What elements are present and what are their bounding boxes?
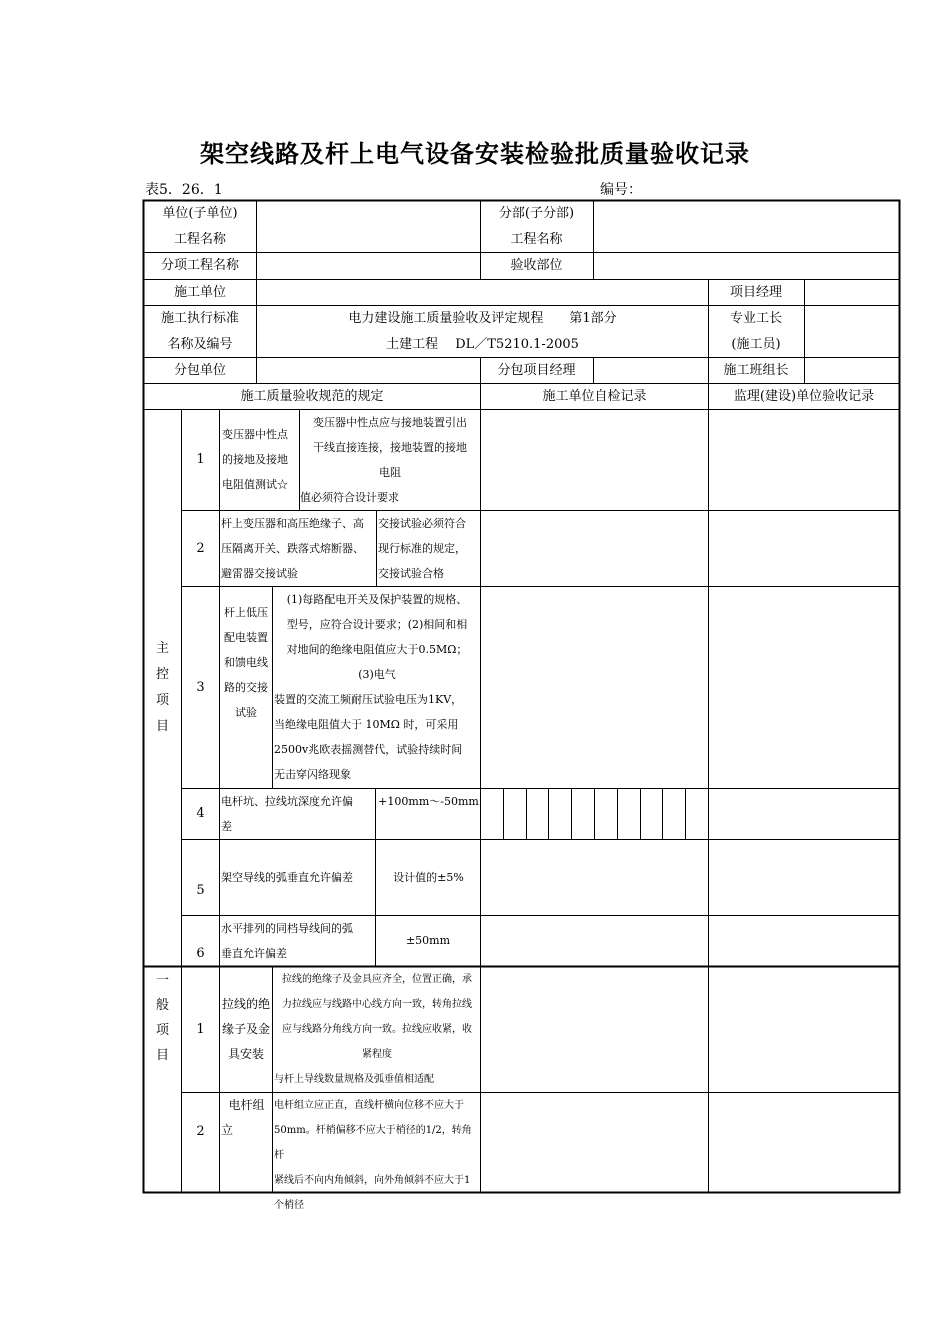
general-row-2-requirement-line: 个梢径 [274,1200,304,1211]
main-row-2-requirement-line: 交接试验必须符合 [378,517,466,530]
general-row-1-requirement-line: 应与线路分角线方向一致。拉线应收紧，收 [282,1024,472,1035]
subdivision-label-line2: 工程名称 [510,231,563,247]
main-row-1-requirement-line: 电阻 [379,466,401,479]
main-row-4-name-line: 电杆坑、拉线坑深度允许偏 [221,795,353,808]
main-row-6-name [221,916,376,966]
foreman-label-line1: 专业工长 [729,310,782,326]
main-row-6-name-line: 垂直允许偏差 [221,947,287,960]
main-row-2-requirement [378,511,480,586]
main-row-1-requirement [300,410,480,510]
main-items-label-char: 控 [155,667,169,682]
general-items-label-char: 一 [155,973,169,988]
main-row-3-requirement-line: (1)每路配电开关及保护装置的规格、 [286,593,468,606]
general-row-1-requirement-line: 拉线的绝缘子及金具应齐全，位置正确，承 [282,974,472,985]
foreman-label-line2: (施工员) [731,336,781,352]
team-leader-label: 施工班组长 [723,362,789,378]
general-row-2-requirement-line: 50mm。杆梢偏移不应大于梢径的1/2，转角杆 [274,1125,472,1161]
subdivision-label [480,201,593,252]
main-row-3-requirement-line: 对地间的绝缘电阻值应大于0.5MΩ； [286,643,468,656]
main-row-4-number: 4 [196,806,205,821]
standard-value [257,306,708,357]
standard-value-line2: 土建工程 DL／T5210.1-2005 [386,336,579,352]
main-row-3-name-line: 配电装置 [224,631,268,644]
main-items-label-char: 主 [155,641,169,656]
standard-label-line1: 施工执行标准 [160,310,239,326]
spec-column-header: 施工质量验收规范的规定 [240,388,384,404]
main-row-1-number: 1 [196,452,205,467]
general-row-1-number: 1 [196,1021,205,1037]
main-row-5-name: 架空导线的弧垂直允许偏差 [221,871,353,884]
sub-project-manager-label: 分包项目经理 [497,362,576,378]
general-row-1-requirement-line: 与杆上导线数量规格及弧垂值相适配 [274,1074,434,1085]
main-row-2-name-line: 避雷器交接试验 [221,567,298,580]
main-row-1-requirement-line: 值必须符合设计要求 [300,491,399,504]
self-check-column-header: 施工单位自检记录 [542,388,647,404]
main-row-3-requirement-line: 型号，应符合设计要求；(2)相间和相 [286,618,468,631]
unit-name-label [144,201,256,252]
document-title: 架空线路及杆上电气设备安装检验批质量验收记录 [200,140,750,168]
construction-unit-label: 施工单位 [173,284,226,300]
supervision-column-header: 监理(建设)单位验收记录 [733,388,875,404]
main-row-6-name-line: 水平排列的同档导线间的弧 [221,922,353,935]
general-items-label-char: 般 [155,998,169,1013]
main-row-4-name [221,789,376,839]
main-row-3-name-line: 杆上低压 [224,606,268,619]
main-row-6-number: 6 [196,945,205,961]
main-row-2-requirement-line: 交接试验合格 [378,567,444,580]
general-row-2-number: 2 [196,1124,205,1139]
serial-number-label: 编号： [600,182,642,198]
main-row-1-name-line: 电阻值测试☆ [222,478,288,491]
main-row-3-requirement-line: (3)电气 [358,668,396,681]
main-items-label-char: 目 [155,719,169,734]
main-row-2-name-line: 杆上变压器和高压绝缘子、高 [221,517,364,530]
main-row-5-number: 5 [196,882,205,898]
main-row-3-requirement-line: 2500v兆欧表摇测替代，试验持续时间 [274,743,463,756]
subdivision-label-line1: 分部(子分部) [498,205,575,221]
item-project-name-label: 分项工程名称 [160,258,239,273]
subcontractor-label: 分包单位 [173,362,226,378]
main-row-3-name-line: 试验 [235,706,257,719]
general-items-label-char: 项 [155,1023,169,1038]
general-row-2-name-line: 电杆组 [228,1098,265,1112]
unit-name-label-line2: 工程名称 [173,231,226,247]
main-row-3-name-line: 和馈电线 [224,656,268,669]
general-row-1-name-line: 缘子及金 [221,1022,270,1036]
main-row-6-requirement: ±50mm [405,934,451,947]
main-row-3-requirement-line: 当绝缘电阻值大于 10MΩ 时，可采用 [274,718,459,731]
main-row-5-requirement: 设计值的±5% [393,871,464,884]
main-row-2-number: 2 [196,540,205,556]
project-manager-label: 项目经理 [729,284,782,300]
general-row-2-name [221,1093,272,1143]
standard-label-line2: 名称及编号 [167,336,233,352]
general-row-2-name-line: 立 [221,1123,234,1137]
main-row-1-requirement-line: 干线直接连接，接地装置的接地 [313,441,467,454]
main-row-2-name-line: 压隔离开关、跌落式熔断器、 [221,542,364,555]
main-row-3-number: 3 [196,679,205,695]
main-row-2-name [221,511,377,586]
main-items-group-label [144,410,181,966]
main-row-4-requirement: +100mm～-50mm [378,795,479,808]
general-row-1-requirement [274,967,480,1092]
main-row-3-requirement-line: 装置的交流工频耐压试验电压为1KV， [274,693,463,706]
main-row-3-requirement-line: 无击穿闪络现象 [274,768,351,781]
general-row-2-requirement [274,1093,480,1218]
general-items-group-label [144,968,181,1068]
general-row-2-requirement-line: 电杆组立应正直，直线杆横向位移不应大于 [274,1100,464,1111]
main-row-2-requirement-line: 现行标准的规定， [378,542,466,555]
foreman-label [708,306,804,357]
main-row-1-name-line: 变压器中性点 [222,428,288,441]
main-row-1-name [222,422,299,497]
general-items-label-char: 目 [155,1048,169,1063]
main-row-3-name [220,600,272,725]
inspection-part-label: 验收部位 [510,258,563,273]
general-row-1-name-line: 拉线的绝 [221,997,270,1011]
general-row-1-requirement-line: 力拉线应与线路中心线方向一致，转角拉线 [282,999,472,1010]
unit-name-label-line1: 单位(子单位) [162,205,238,221]
main-row-3-name-line: 路的交接 [224,681,268,694]
general-row-1-name [220,992,272,1067]
standard-value-line1: 电力建设施工质量验收及评定规程 第1部分 [348,310,617,326]
main-row-1-requirement-line: 变压器中性点应与接地装置引出 [313,416,467,429]
table-number: 表5．26．1 [145,182,223,198]
main-items-label-char: 项 [155,693,169,708]
general-row-1-requirement-line: 紧程度 [362,1049,392,1060]
main-row-3-requirement [274,587,480,787]
main-row-4-name-line: 差 [221,820,232,833]
main-row-1-name-line: 的接地及接地 [222,453,288,466]
general-row-1-name-line: 具安装 [227,1047,264,1061]
general-row-2-requirement-line: 紧线后不向内角倾斜，向外角倾斜不应大于1 [274,1175,471,1186]
standard-label [144,306,256,357]
